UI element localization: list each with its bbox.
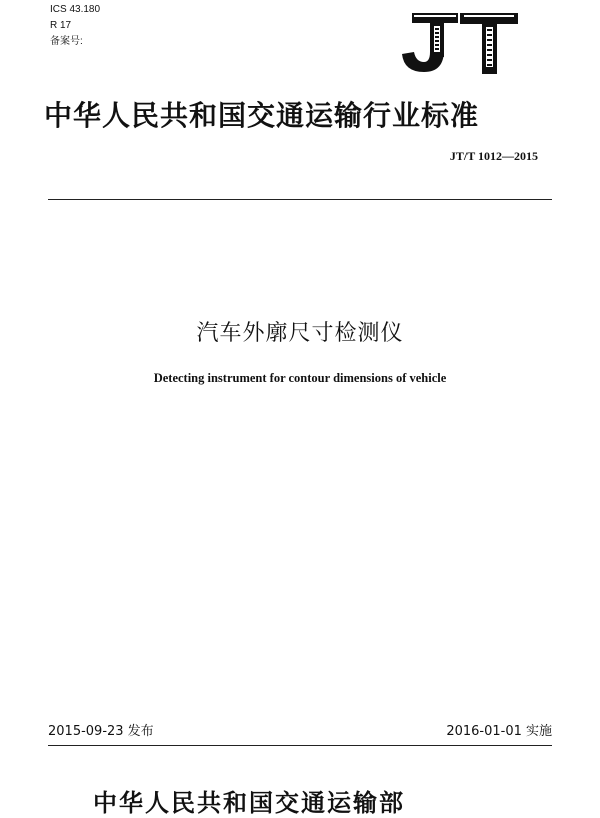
organization-title: 中华人民共和国交通运输行业标准 (44, 99, 480, 132)
ccs-code: R 17 (50, 20, 72, 31)
jt-logo (398, 10, 520, 76)
filing-number-label: 备案号: (50, 36, 83, 47)
ics-code: ICS 43.180 (50, 4, 101, 15)
effective-date: 2016-01-01 实施 (446, 724, 552, 739)
header-divider (48, 199, 552, 200)
standard-code: JT/T 1012—2015 (449, 149, 538, 163)
document-title-chinese: 汽车外廓尺寸检测仪 (196, 321, 404, 346)
document-title-english: Detecting instrument for contour dimensions of vehicle (153, 371, 447, 385)
issue-date: 2015-09-23 发布 (48, 724, 154, 739)
jt-logo-icon (398, 10, 520, 76)
issuing-authority: 中华人民共和国交通运输部 (93, 788, 405, 817)
footer-divider (48, 745, 552, 746)
